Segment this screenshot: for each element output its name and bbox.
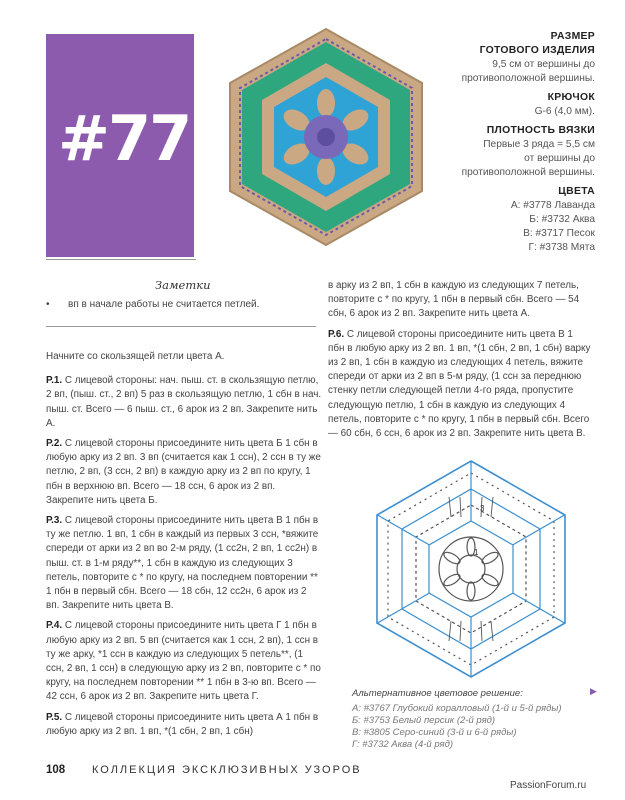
alt-color-line: А: #3767 Глубокий коралловый (1-й и 5-й ряды) bbox=[352, 703, 562, 714]
alt-color-scheme bbox=[352, 688, 602, 751]
bullet: • bbox=[46, 299, 50, 310]
spec-heading: КРЮЧОК bbox=[547, 92, 595, 103]
row-label: Р.6. bbox=[328, 328, 345, 340]
divider bbox=[46, 259, 196, 260]
row-label: Р.2. bbox=[46, 438, 63, 450]
row-label: Р.5. bbox=[46, 711, 63, 723]
instruction-row bbox=[46, 374, 322, 431]
spec-line: от вершины до bbox=[524, 153, 595, 164]
row-text: С лицевой стороны присоедините нить цвета Б 1 сбн в любую арку из 2 вп. 3 вп (считается как 1 ссн), 2 ссн в ту же петлю, 2 вп, (3 ссн, 2 вп) в каждую арку из 2 вп по кругу, 1 пбн в верхнюю вп. Всего — 18 ссн, 6 арок из 2 вп. Закрепите нить цвета Б. bbox=[46, 438, 321, 506]
specifications bbox=[390, 30, 595, 255]
spec-line: Первые 3 ряда = 5,5 см bbox=[483, 139, 595, 150]
book-title: КОЛЛЕКЦИЯ ЭКСКЛЮЗИВНЫХ УЗОРОВ bbox=[92, 764, 362, 776]
round-label: 1 bbox=[474, 548, 479, 557]
notes-item bbox=[46, 299, 259, 310]
spec-line: G-6 (4,0 мм). bbox=[534, 106, 595, 117]
spec-line: противоположной вершины. bbox=[461, 167, 595, 178]
intro-text: Начните со скользящей петли цвета А. bbox=[46, 351, 225, 362]
spec-heading: РАЗМЕР bbox=[550, 31, 595, 42]
arrow-icon: ▶ bbox=[590, 686, 597, 696]
watermark: PassionForum.ru bbox=[510, 780, 587, 791]
spec-line: В: #3717 Песок bbox=[523, 228, 595, 239]
notes-title: Заметки bbox=[155, 278, 211, 292]
instruction-row bbox=[328, 328, 592, 442]
row-label: Р.4. bbox=[46, 620, 63, 632]
instructions-right-column bbox=[328, 279, 592, 447]
spec-line: Б: #3732 Аква bbox=[529, 214, 595, 225]
spec-line: 9,5 см от вершины до bbox=[492, 59, 595, 70]
spec-line: Г: #3738 Мята bbox=[528, 242, 595, 253]
instruction-row bbox=[46, 711, 322, 739]
instruction-row bbox=[46, 619, 322, 704]
row-label: Р.1. bbox=[46, 375, 63, 387]
instruction-row bbox=[46, 437, 322, 508]
row-text: С лицевой стороны присоедините нить цвета Г 1 пбн в любую арку из 2 вп. 5 вп (считается как 1 ссн, 2 вп), 1 ссн в ту же арку, *1 ссн в каждую из следующих 5 петель**, (1 ссн, 2 вп, 1 ссн) в следующую арку из 2 вп, повторите с * по кругу, на последнем повторении ** 1 пбн в 3-ю вп. Всего — 42 ссн, 6 арок из 2 вп. Закрепите нить цвета Г. bbox=[46, 620, 321, 703]
row-label: Р.3. bbox=[46, 515, 63, 527]
round-label: 3 bbox=[480, 504, 485, 513]
spec-line: противоположной вершины. bbox=[461, 73, 595, 84]
spec-line: А: #3778 Лаванда bbox=[510, 200, 595, 211]
pattern-number: #77 bbox=[58, 102, 191, 175]
alt-color-line: Г: #3732 Аква (4-й ряд) bbox=[352, 739, 453, 750]
alt-color-title: Альтернативное цветовое решение: bbox=[352, 688, 523, 699]
spec-heading: ПЛОТНОСТЬ ВЯЗКИ bbox=[486, 125, 595, 136]
spec-heading: ГОТОВОГО ИЗДЕЛИЯ bbox=[479, 45, 595, 56]
instruction-row bbox=[328, 279, 592, 322]
crochet-chart-diagram bbox=[352, 455, 590, 683]
instructions-left-column bbox=[46, 350, 322, 745]
divider bbox=[46, 326, 316, 327]
spec-heading: ЦВЕТА bbox=[558, 186, 595, 197]
notes-item-text: вп в начале работы не считается петлей. bbox=[68, 299, 260, 310]
row-text: С лицевой стороны присоедините нить цвета А 1 пбн в любую арку из 2 вп. 1 вп, *(1 сбн, 2 вп, 1 сбн) bbox=[46, 711, 319, 737]
row-text: С лицевой стороны: нач. пыш. ст. в скользящую петлю, 2 вп, (пыш. ст., 2 вп) 5 раз в скользящую петлю, 1 сбн в нач. пыш. ст. Всего — 6 пыш. ст., 6 арок из 2 вп. Закрепите нить А. bbox=[46, 375, 322, 429]
row-text: в арку из 2 вп, 1 сбн в каждую из следующих 7 петель, повторите с * по кругу, 1 пбн в первый сбн. Всего — 54 сбн, 6 арок из 2 вп. Закрепите нить цвета А. bbox=[328, 280, 580, 320]
page-number: 108 bbox=[46, 764, 66, 776]
alt-color-line: В: #3805 Серо-синий (3-й и 6-й ряды) bbox=[352, 727, 517, 738]
alt-color-line: Б: #3753 Белый персик (2-й ряд) bbox=[352, 715, 496, 726]
instruction-row bbox=[46, 514, 322, 613]
row-text: С лицевой стороны присоедините нить цвета В 1 пбн в любую арку из 2 вп. 1 вп, *(1 сбн, 2 вп, 1 сбн) варку из 2 вп, 1 сбн в каждую из следующих 4 петель, вяжите спереди от арки из 2 вп в 5-м ряду, (1 ссн за переднюю стенку петли следующей петли 4-го ряда, пропустите следующую петлю, 1 сбн в каждую из следующих 4 петель, повторите с * по кругу, 1 пбн в первый сбн. Всего — 60 сбн, 6 ссн, 6 арок из 2 вп. Закрепите нить цвета В. bbox=[328, 328, 591, 440]
row-text: С лицевой стороны присоедините нить цвета В 1 пбн в ту же петлю. 1 вп, 1 сбн в каждый из первых 3 ссн, *вяжите спереди от арки из 2 вп во 2-м ряду, (1 сс2н, 2 вп, 1 сс2н) в пыш. ст. в 1-м ряду**, 1 сбн в каждую из следующих 3 петель, повторите с * по кругу, на последнем повторении ** 1 пбн в первый сбн. Всего — 18 сбн, 12 сс2н, 6 арок из 2 вп. Закрепите нить цвета В. bbox=[46, 515, 319, 612]
